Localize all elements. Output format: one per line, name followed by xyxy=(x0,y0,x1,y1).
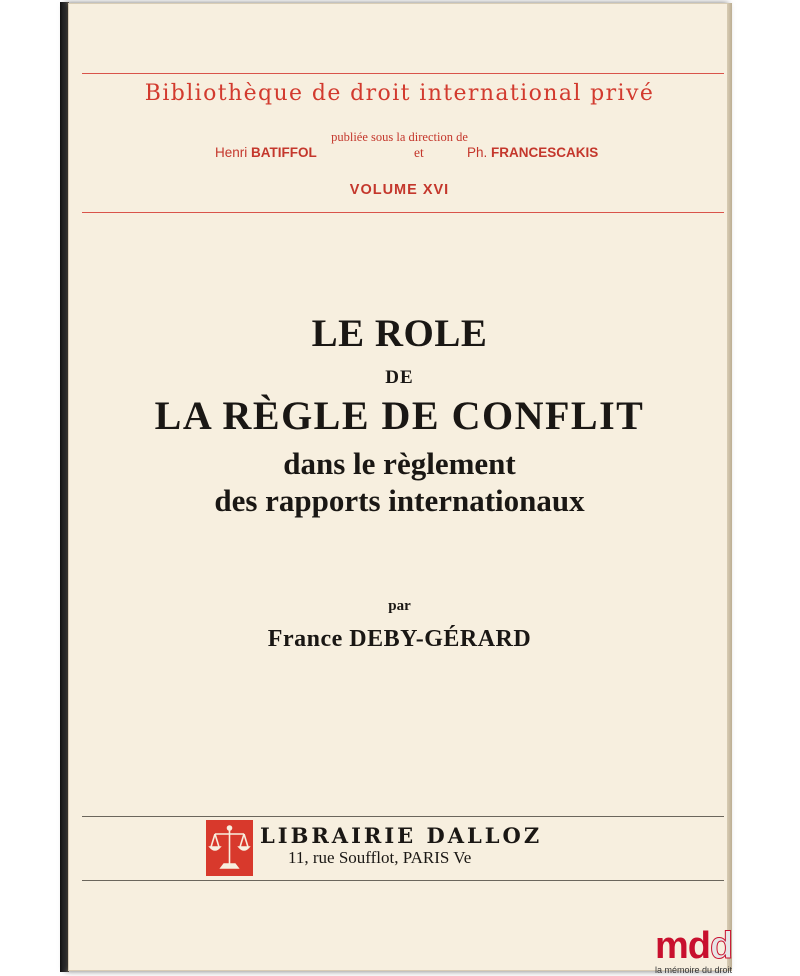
subtitle-line-2: des rapports internationaux xyxy=(214,483,585,518)
publisher-name: LIBRAIRIE DALLOZ xyxy=(260,823,543,848)
author-name: France DEBY-GÉRARD xyxy=(267,626,532,652)
conjunction: et xyxy=(414,145,424,160)
scales-of-justice-emblem-icon xyxy=(206,820,253,876)
director-2-first-name: Ph. xyxy=(467,145,488,160)
watermark-tagline: la mémoire du droit xyxy=(655,965,733,975)
direction-line: publiée sous la direction de xyxy=(331,130,468,144)
watermark-logo: mdd xyxy=(655,925,733,967)
director-2 xyxy=(467,145,598,160)
title-line-3: LA RÈGLE DE CONFLIT xyxy=(154,393,645,438)
director-1 xyxy=(215,145,317,160)
top-rule xyxy=(82,73,724,74)
director-2-last-name: FRANCESCAKIS xyxy=(491,145,599,160)
title-line-2: DE xyxy=(385,367,414,388)
series-title: Bibliothèque de droit international privé xyxy=(144,81,655,106)
series-bottom-rule xyxy=(82,212,724,213)
publisher-top-rule xyxy=(82,816,724,817)
director-1-last-name: BATIFFOL xyxy=(251,145,317,160)
volume-number: VOLUME XVI xyxy=(349,182,450,198)
title-line-1: LE ROLE xyxy=(311,312,488,355)
site-watermark xyxy=(655,927,733,973)
by-label: par xyxy=(388,598,411,614)
director-1-first-name: Henri xyxy=(215,145,248,160)
subtitle-line-1: dans le règlement xyxy=(283,446,516,481)
publisher-address: 11, rue Soufflot, PARIS Ve xyxy=(288,848,472,867)
directors-line xyxy=(0,145,800,165)
publisher-bottom-rule xyxy=(82,880,724,881)
